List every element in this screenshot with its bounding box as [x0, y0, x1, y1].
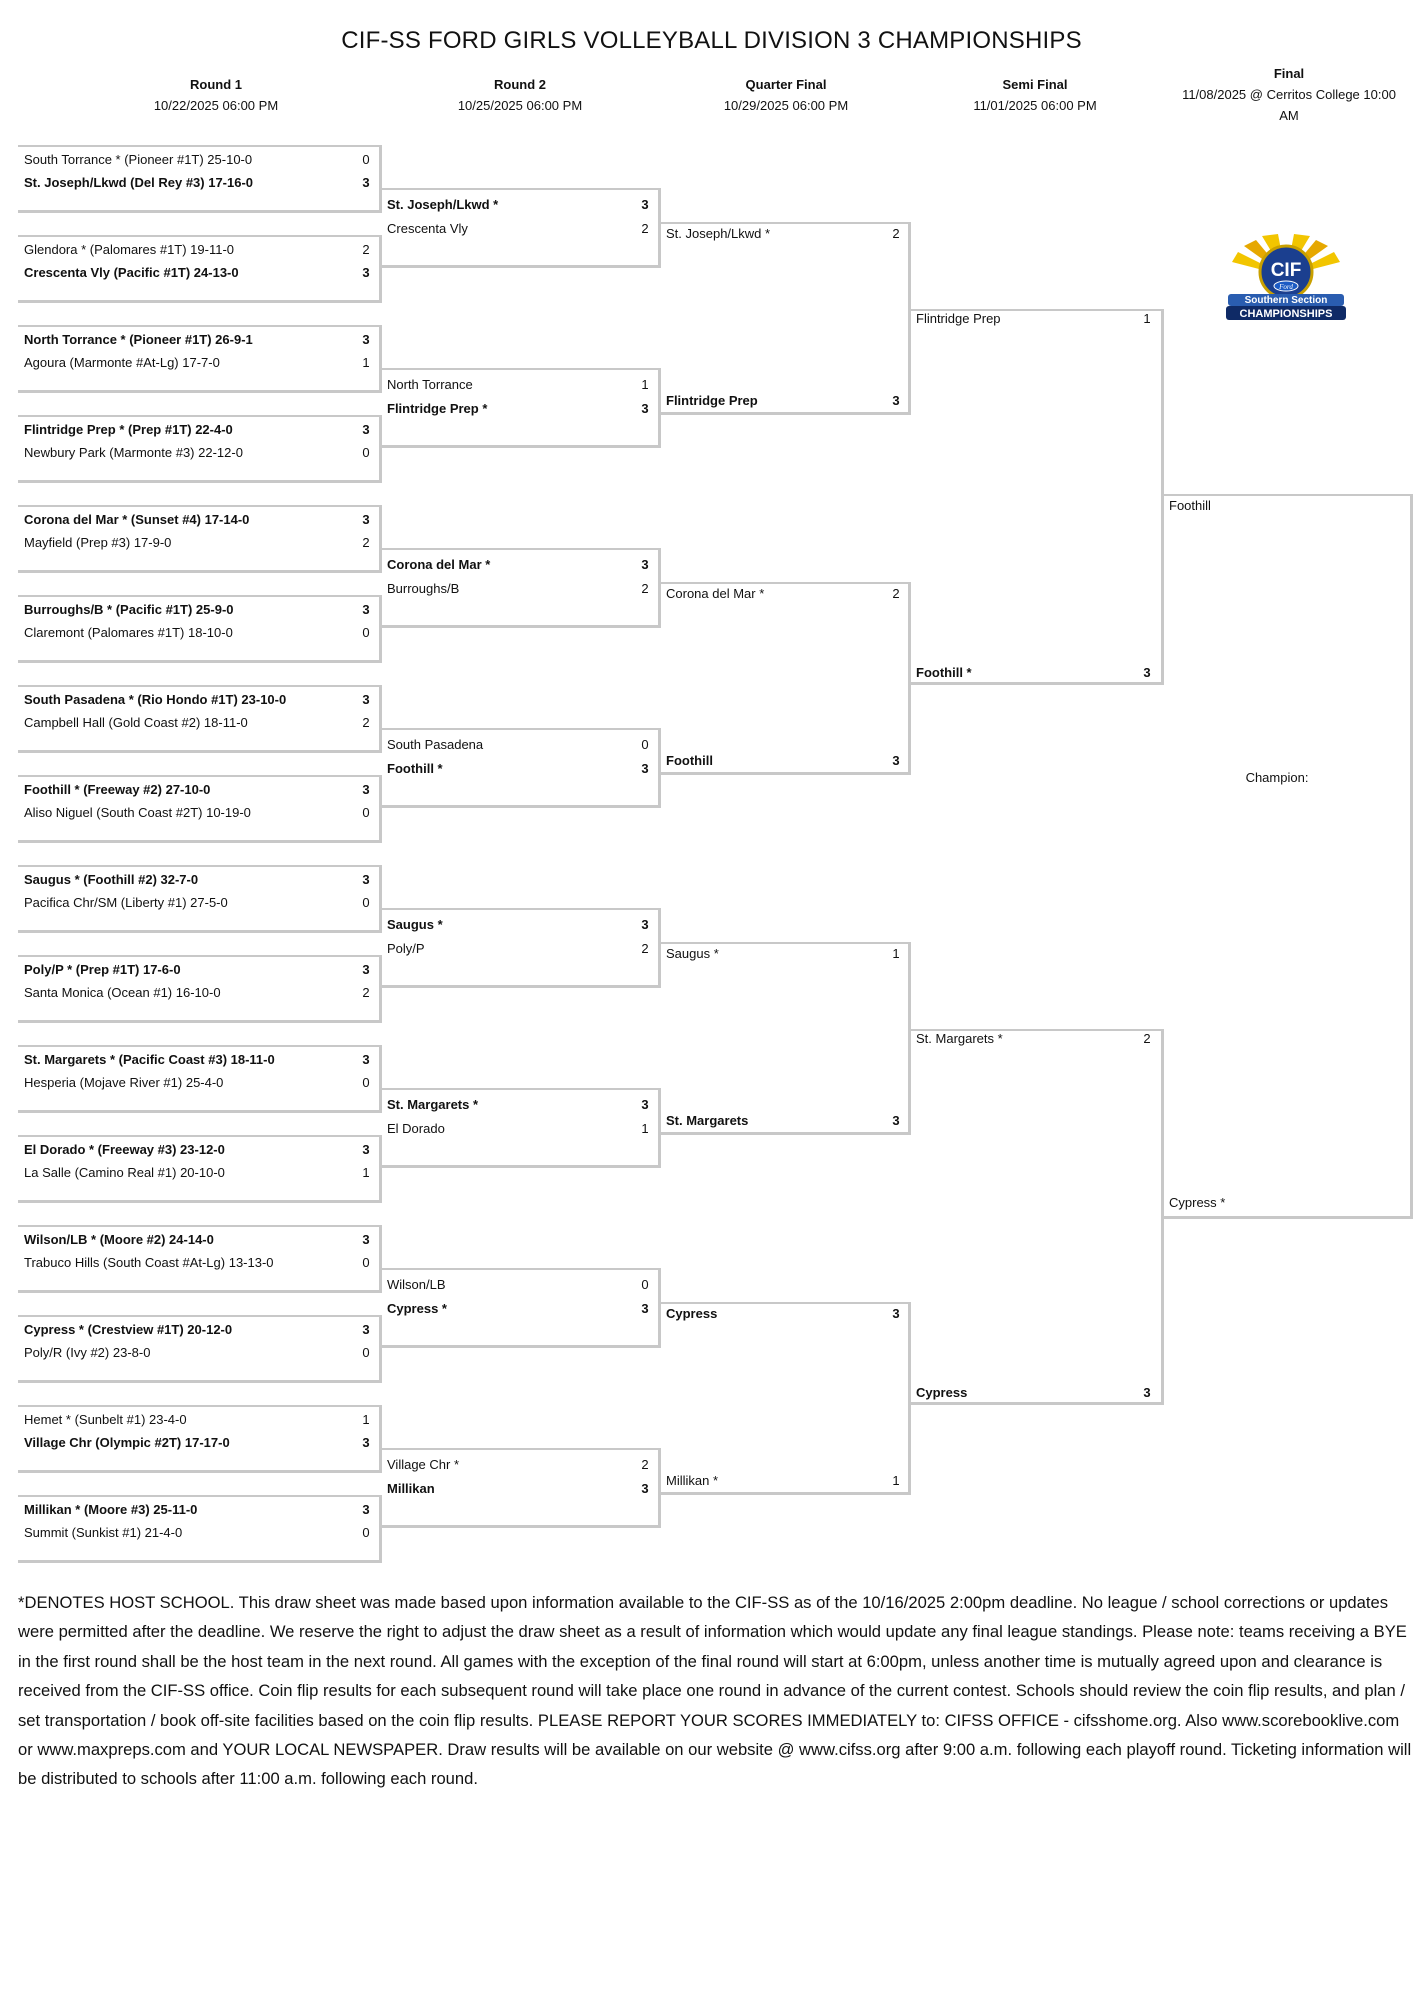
team-score: 3	[892, 753, 900, 768]
team-name: Village Chr *	[387, 1457, 460, 1472]
team-score: 3	[1143, 1385, 1151, 1400]
final-slot	[1163, 1191, 1403, 1215]
r1-match-1-bottom	[18, 210, 381, 213]
team-score: 0	[362, 895, 370, 910]
r1-match-4-top	[18, 415, 381, 417]
team-score: 0	[362, 1525, 370, 1540]
round-header-final	[1154, 63, 1423, 126]
team-name: Poly/P * (Prep #1T) 17-6-0	[24, 962, 181, 977]
team-score: 3	[641, 1097, 649, 1112]
r1-match-15-slot	[18, 1431, 377, 1455]
qf-match-3-slot	[660, 942, 906, 966]
champion-label: Champion:	[1245, 770, 1309, 785]
team-name: Saugus *	[666, 946, 719, 961]
r2-match-6-top	[381, 1088, 660, 1090]
r1-match-6-slot	[18, 621, 377, 645]
team-score: 3	[641, 197, 649, 212]
r2-match-1-bottom	[381, 265, 660, 268]
r2-match-1-slot	[381, 193, 656, 217]
r1-match-6-right	[379, 595, 382, 663]
team-name: Wilson/LB * (Moore #2) 24-14-0	[24, 1232, 214, 1247]
team-score: 0	[362, 1345, 370, 1360]
final-bottom	[1163, 1216, 1411, 1219]
r1-match-6-bottom	[18, 660, 381, 663]
r2-match-8-slot	[381, 1477, 656, 1501]
r1-match-15-top	[18, 1405, 381, 1407]
team-name: Millikan * (Moore #3) 25-11-0	[24, 1502, 198, 1517]
logo-ss-text: Southern Section	[1244, 295, 1328, 306]
team-name: Saugus * (Foothill #2) 32-7-0	[24, 872, 199, 887]
r2-match-8-top	[381, 1448, 660, 1450]
r1-match-4-right	[379, 415, 382, 483]
team-score: 3	[1143, 665, 1151, 680]
team-score: 1	[362, 355, 370, 370]
cif-ss-championships-logo	[1222, 232, 1350, 322]
round-name: Round 2	[494, 77, 546, 92]
r2-match-5-slot	[381, 913, 656, 937]
round-date: 10/29/2025 06:00 PM	[723, 98, 849, 113]
team-name: Burroughs/B	[387, 581, 460, 596]
r2-match-2-slot	[381, 373, 656, 397]
team-score: 0	[362, 1255, 370, 1270]
r1-match-12-right	[379, 1135, 382, 1203]
team-name: St. Margarets *	[387, 1097, 479, 1112]
team-score: 3	[362, 422, 370, 437]
team-name: South Pasadena * (Rio Hondo #1T) 23-10-0	[24, 692, 287, 707]
team-score: 1	[892, 946, 900, 961]
r1-match-5-slot	[18, 531, 377, 555]
round-name: Final	[1273, 66, 1305, 81]
team-name: Village Chr (Olympic #2T) 17-17-0	[24, 1435, 230, 1450]
team-name: Glendora * (Palomares #1T) 19-11-0	[24, 242, 235, 257]
team-score: 0	[362, 152, 370, 167]
team-score: 3	[362, 602, 370, 617]
r2-match-6-slot	[381, 1093, 656, 1117]
team-name: Cypress *	[1169, 1195, 1226, 1210]
final-right	[1410, 494, 1413, 1219]
team-name: Pacifica Chr/SM (Liberty #1) 27-5-0	[24, 895, 228, 910]
r1-match-10-slot	[18, 958, 377, 982]
r1-match-5-slot	[18, 508, 377, 532]
final-slot	[1163, 494, 1403, 518]
logo-champ-text: CHAMPIONSHIPS	[1239, 308, 1333, 320]
r1-match-14-right	[379, 1315, 382, 1383]
r1-match-8-slot	[18, 801, 377, 825]
r2-match-8-slot	[381, 1453, 656, 1477]
r1-match-4-bottom	[18, 480, 381, 483]
r2-match-7-top	[381, 1268, 660, 1270]
r1-match-16-slot	[18, 1521, 377, 1545]
r1-match-14-bottom	[18, 1380, 381, 1383]
team-name: Hesperia (Mojave River #1) 25-4-0	[24, 1075, 224, 1090]
r1-match-7-bottom	[18, 750, 381, 753]
team-name: La Salle (Camino Real #1) 20-10-0	[24, 1165, 225, 1180]
r1-match-7-top	[18, 685, 381, 687]
team-score: 3	[362, 782, 370, 797]
r2-match-1-slot	[381, 217, 656, 241]
r1-match-16-top	[18, 1495, 381, 1497]
r1-match-7-slot	[18, 688, 377, 712]
team-score: 3	[362, 872, 370, 887]
team-score: 0	[362, 625, 370, 640]
r1-match-2-bottom	[18, 300, 381, 303]
logo-ford-text: Ford	[1279, 283, 1293, 291]
team-name: St. Margarets * (Pacific Coast #3) 18-11-0	[24, 1052, 275, 1067]
team-name: El Dorado * (Freeway #3) 23-12-0	[24, 1142, 225, 1157]
team-score: 1	[362, 1412, 370, 1427]
r2-match-4-bottom	[381, 805, 660, 808]
r2-match-1-top	[381, 188, 660, 190]
team-score: 1	[1143, 311, 1151, 326]
r1-match-6-top	[18, 595, 381, 597]
team-name: Flintridge Prep	[666, 393, 758, 408]
team-score: 3	[362, 962, 370, 977]
team-name: Summit (Sunkist #1) 21-4-0	[24, 1525, 183, 1540]
team-name: Claremont (Palomares #1T) 18-10-0	[24, 625, 233, 640]
r2-match-6-bottom	[381, 1165, 660, 1168]
team-name: Millikan *	[666, 1473, 719, 1488]
round-date: 10/25/2025 06:00 PM	[457, 98, 583, 113]
team-name: North Torrance	[387, 377, 473, 392]
r1-match-10-slot	[18, 981, 377, 1005]
team-score: 3	[362, 1502, 370, 1517]
team-name: Poly/P	[387, 941, 425, 956]
team-name: Cypress *	[387, 1301, 447, 1316]
team-name: Santa Monica (Ocean #1) 16-10-0	[24, 985, 221, 1000]
qf-match-3-slot	[660, 1109, 906, 1133]
r2-match-3-bottom	[381, 625, 660, 628]
team-score: 3	[362, 1052, 370, 1067]
team-score: 1	[641, 1121, 649, 1136]
round-date: 11/08/2025 @ Cerritos College 10:00	[1182, 87, 1396, 102]
qf-match-2-slot	[660, 749, 906, 773]
team-score: 0	[362, 445, 370, 460]
team-name: Newbury Park (Marmonte #3) 22-12-0	[24, 445, 243, 460]
team-name: Wilson/LB	[387, 1277, 446, 1292]
r1-match-8-bottom	[18, 840, 381, 843]
team-score: 2	[641, 581, 649, 596]
r1-match-2-right	[379, 235, 382, 303]
r1-match-2-top	[18, 235, 381, 237]
r2-match-2-bottom	[381, 445, 660, 448]
team-score: 2	[892, 226, 900, 241]
team-score: 3	[892, 1113, 900, 1128]
team-name: Corona del Mar *	[666, 586, 765, 601]
team-score: 3	[641, 761, 649, 776]
r2-match-5-top	[381, 908, 660, 910]
r1-match-8-top	[18, 775, 381, 777]
r2-match-2-slot	[381, 397, 656, 421]
r1-match-16-right	[379, 1495, 382, 1563]
team-name: Campbell Hall (Gold Coast #2) 18-11-0	[24, 715, 248, 730]
team-score: 2	[362, 242, 370, 257]
r1-match-10-right	[379, 955, 382, 1023]
r1-match-11-slot	[18, 1071, 377, 1095]
team-name: Foothill	[666, 753, 713, 768]
qf-match-1-slot	[660, 389, 906, 413]
r1-match-12-slot	[18, 1161, 377, 1185]
r2-match-7-slot	[381, 1273, 656, 1297]
r1-match-11-top	[18, 1045, 381, 1047]
team-score: 3	[362, 1232, 370, 1247]
team-score: 0	[641, 737, 649, 752]
team-name: Cypress * (Crestview #1T) 20-12-0	[24, 1322, 233, 1337]
team-score: 3	[362, 1435, 370, 1450]
team-name: Cypress	[916, 1385, 968, 1400]
r1-match-2-slot	[18, 238, 377, 262]
sf-match-1-slot	[910, 307, 1159, 331]
r1-match-3-bottom	[18, 390, 381, 393]
team-name: Poly/R (Ivy #2) 23-8-0	[24, 1345, 151, 1360]
r1-match-9-slot	[18, 891, 377, 915]
team-score: 3	[641, 557, 649, 572]
r2-match-7-bottom	[381, 1345, 660, 1348]
team-name: Foothill	[1169, 498, 1211, 513]
r1-match-16-slot	[18, 1498, 377, 1522]
team-name: Flintridge Prep *	[387, 401, 488, 416]
r1-match-13-top	[18, 1225, 381, 1227]
r1-match-16-bottom	[18, 1560, 381, 1563]
team-name: Cypress	[666, 1306, 718, 1321]
round-header-2	[420, 74, 620, 116]
r2-match-8-bottom	[381, 1525, 660, 1528]
r2-match-2-top	[381, 368, 660, 370]
team-score: 2	[641, 221, 649, 236]
team-name: St. Joseph/Lkwd *	[666, 226, 771, 241]
r1-match-8-slot	[18, 778, 377, 802]
round-name: Round 1	[190, 77, 242, 92]
team-name: South Torrance * (Pioneer #1T) 25-10-0	[24, 152, 253, 167]
team-name: El Dorado	[387, 1121, 445, 1136]
team-name: Aliso Niguel (South Coast #2T) 10-19-0	[24, 805, 251, 820]
team-score: 3	[641, 917, 649, 932]
team-score: 3	[641, 1481, 649, 1496]
team-name: Trabuco Hills (South Coast #At-Lg) 13-13-0	[24, 1255, 274, 1270]
team-score: 1	[641, 377, 649, 392]
team-name: South Pasadena	[387, 737, 484, 752]
round-header-3	[686, 74, 886, 116]
team-name: Mayfield (Prep #3) 17-9-0	[24, 535, 172, 550]
r1-match-13-bottom	[18, 1290, 381, 1293]
r2-match-5-slot	[381, 937, 656, 961]
round-date-cont: AM	[1279, 108, 1299, 123]
footnote: *DENOTES HOST SCHOOL. This draw sheet was made based upon information available to the CIF-SS as of the 10/16/2025 2:00pm deadline. No league / school corrections or updates were permitted after the deadline. We reserve the right to adjust the draw sheet as a result of information which would update any final league standings. Please note: teams receiving a BYE in the first round shall be the host team in the next round. All games with the exception of the final round will start at 6:00pm, unless another time is mutually agreed upon and clearance is received from the CIF-SS office. Coin flip results for each subsequent round will take place one round in advance of the current contest. Schools should review the coin flip results, and plan / set transportation / book off-site facilities based on the coin flip results. PLEASE REPORT YOUR SCORES IMMEDIATELY to: CIFSS OFFICE - cifsshome.org. Also www.scorebooklive.com or www.maxpreps.com and YOUR LOCAL NEWSPAPER. Draw results will be available on our website @ www.cifss.org after 9:00 a.m. following each playoff round. Ticketing information will be distributed to schools after 11:00 a.m. following each round.	[18, 1593, 1412, 1789]
r1-match-9-bottom	[18, 930, 381, 933]
r1-match-9-slot	[18, 868, 377, 892]
r2-match-4-top	[381, 728, 660, 730]
r1-match-3-top	[18, 325, 381, 327]
team-score: 3	[641, 401, 649, 416]
r1-match-10-top	[18, 955, 381, 957]
team-name: St. Margarets	[666, 1113, 749, 1128]
qf-match-4-slot	[660, 1302, 906, 1326]
r2-match-3-slot	[381, 553, 656, 577]
team-name: Crescenta Vly (Pacific #1T) 24-13-0	[24, 265, 239, 280]
r1-match-12-top	[18, 1135, 381, 1137]
logo-cif-text: CIF	[1270, 260, 1302, 281]
team-score: 2	[362, 985, 370, 1000]
sf-match-2-slot	[910, 1381, 1159, 1405]
r1-match-6-slot	[18, 598, 377, 622]
team-score: 3	[362, 692, 370, 707]
team-score: 0	[362, 1075, 370, 1090]
r1-match-13-slot	[18, 1251, 377, 1275]
r1-match-5-bottom	[18, 570, 381, 573]
team-score: 0	[641, 1277, 649, 1292]
round-header-1	[116, 74, 316, 116]
team-name: Flintridge Prep	[916, 311, 1001, 326]
team-name: Burroughs/B * (Pacific #1T) 25-9-0	[24, 602, 234, 617]
team-score: 2	[641, 1457, 649, 1472]
r1-match-11-bottom	[18, 1110, 381, 1113]
team-score: 3	[892, 1306, 900, 1321]
team-score: 3	[362, 175, 370, 190]
team-name: Saugus *	[387, 917, 443, 932]
team-score: 3	[362, 512, 370, 527]
r1-match-3-slot	[18, 328, 377, 352]
team-score: 2	[892, 586, 900, 601]
team-name: Flintridge Prep * (Prep #1T) 22-4-0	[24, 422, 233, 437]
r2-match-4-slot	[381, 733, 656, 757]
r2-match-5-bottom	[381, 985, 660, 988]
round-name: Quarter Final	[745, 77, 827, 92]
r1-match-14-top	[18, 1315, 381, 1317]
team-score: 3	[362, 1322, 370, 1337]
r1-match-4-slot	[18, 418, 377, 442]
r2-match-4-slot	[381, 757, 656, 781]
r2-match-7-slot	[381, 1297, 656, 1321]
page-title: CIF-SS FORD GIRLS VOLLEYBALL DIVISION 3 CHAMPIONSHIPS	[341, 27, 1082, 54]
r1-match-1-top	[18, 145, 381, 147]
team-score: 1	[362, 1165, 370, 1180]
r2-match-3-top	[381, 548, 660, 550]
r1-match-3-slot	[18, 351, 377, 375]
team-name: Corona del Mar *	[387, 557, 491, 572]
team-name: North Torrance * (Pioneer #1T) 26-9-1	[24, 332, 253, 347]
r1-match-9-top	[18, 865, 381, 867]
r1-match-14-slot	[18, 1318, 377, 1342]
team-score: 3	[362, 265, 370, 280]
team-name: St. Joseph/Lkwd *	[387, 197, 499, 212]
team-score: 1	[892, 1473, 900, 1488]
sf-match-1-slot	[910, 661, 1159, 685]
team-name: St. Margarets *	[916, 1031, 1003, 1046]
team-score: 2	[362, 715, 370, 730]
r1-match-14-slot	[18, 1341, 377, 1365]
r1-match-2-slot	[18, 261, 377, 285]
team-score: 3	[892, 393, 900, 408]
r1-match-12-bottom	[18, 1200, 381, 1203]
r1-match-11-slot	[18, 1048, 377, 1072]
r1-match-1-slot	[18, 148, 377, 172]
round-header-4	[935, 74, 1135, 116]
r1-match-15-slot	[18, 1408, 377, 1432]
team-score: 3	[641, 1301, 649, 1316]
team-score: 3	[362, 1142, 370, 1157]
team-name: Foothill *	[916, 665, 972, 680]
team-score: 0	[362, 805, 370, 820]
team-score: 2	[362, 535, 370, 550]
r1-match-5-top	[18, 505, 381, 507]
qf-match-1-slot	[660, 222, 906, 246]
r2-match-3-slot	[381, 577, 656, 601]
r1-match-15-bottom	[18, 1470, 381, 1473]
team-name: Foothill * (Freeway #2) 27-10-0	[24, 782, 211, 797]
team-name: Millikan	[387, 1481, 435, 1496]
r2-match-6-slot	[381, 1117, 656, 1141]
r1-match-8-right	[379, 775, 382, 843]
round-date: 11/01/2025 06:00 PM	[973, 98, 1097, 113]
round-date: 10/22/2025 06:00 PM	[153, 98, 279, 113]
qf-match-4-slot	[660, 1469, 906, 1493]
r1-match-1-slot	[18, 171, 377, 195]
sf-match-2-slot	[910, 1027, 1159, 1051]
team-name: Crescenta Vly	[387, 221, 468, 236]
team-score: 2	[1143, 1031, 1151, 1046]
r1-match-12-slot	[18, 1138, 377, 1162]
team-name: St. Joseph/Lkwd (Del Rey #3) 17-16-0	[24, 175, 254, 190]
team-score: 3	[362, 332, 370, 347]
r1-match-4-slot	[18, 441, 377, 465]
qf-match-2-slot	[660, 582, 906, 606]
team-name: Hemet * (Sunbelt #1) 23-4-0	[24, 1412, 187, 1427]
r1-match-7-slot	[18, 711, 377, 735]
team-name: Agoura (Marmonte #At-Lg) 17-7-0	[24, 355, 220, 370]
r1-match-13-slot	[18, 1228, 377, 1252]
round-name: Semi Final	[1002, 77, 1068, 92]
team-name: Foothill *	[387, 761, 443, 776]
team-name: Corona del Mar * (Sunset #4) 17-14-0	[24, 512, 250, 527]
team-score: 2	[641, 941, 649, 956]
r1-match-10-bottom	[18, 1020, 381, 1023]
